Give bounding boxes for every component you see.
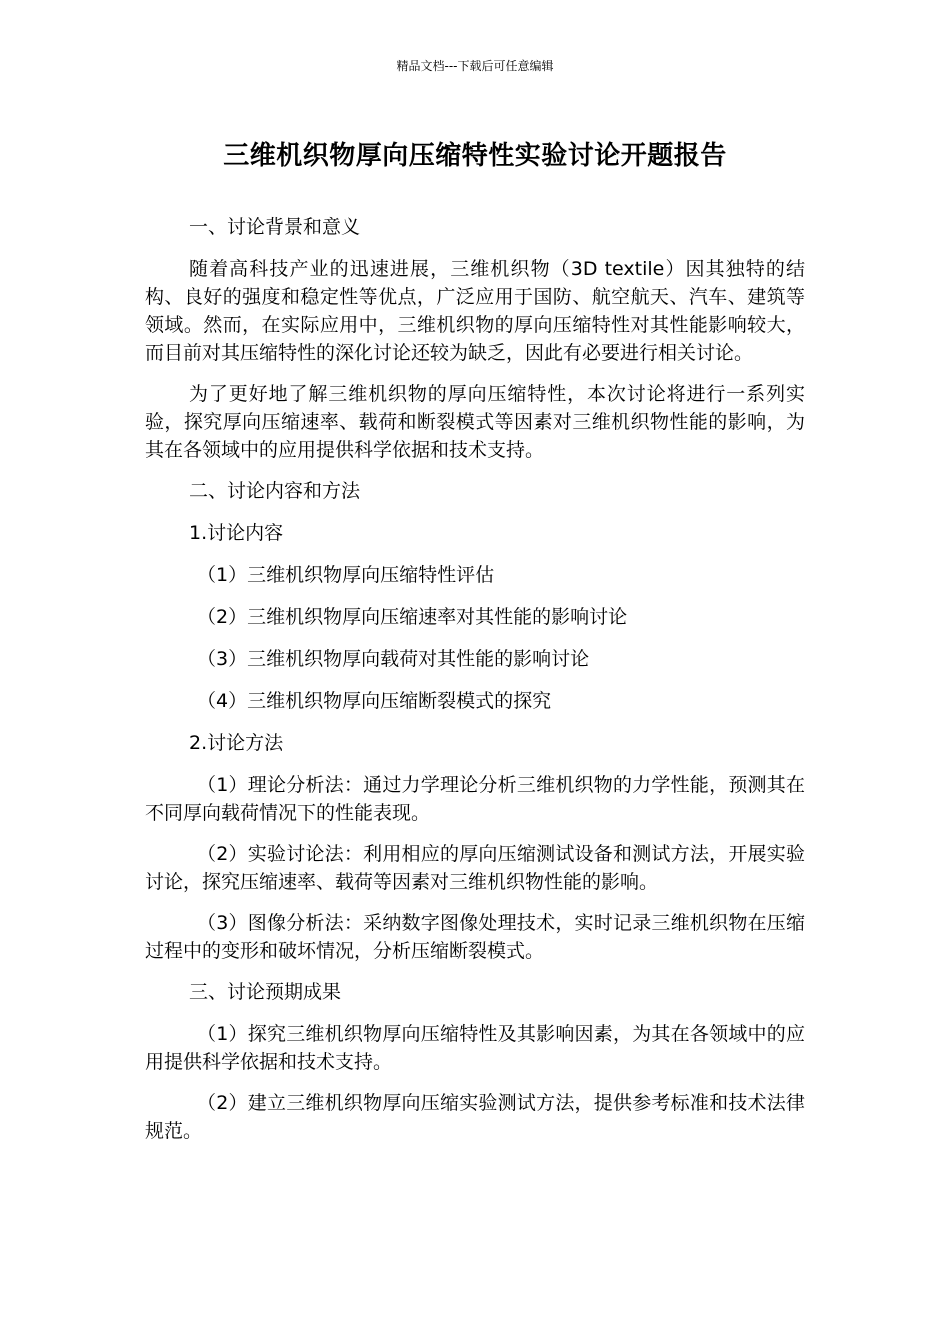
content-list-item: （2）三维机织物厚向压缩速率对其性能的影响讨论: [197, 606, 628, 628]
paragraph-background-2: 为了更好地了解三维机织物的厚向压缩特性，本次讨论将进行一系列实验，探究厚向压缩速率、载荷和断裂模式等因素对三维机织物性能的影响，为其在各领域中的应用提供科学依据和技术支持。: [145, 383, 805, 461]
result-list-item: （2）建立三维机织物厚向压缩实验测试方法，提供参考标准和技术法律规范。: [145, 1092, 805, 1142]
document-body: [145, 213, 805, 1158]
subheading-content: 1.讨论内容: [189, 522, 284, 544]
subheading-methods: 2.讨论方法: [189, 732, 284, 754]
document-title: 三维机织物厚向压缩特性实验讨论开题报告: [223, 141, 727, 171]
result-list-item: （1）探究三维机织物厚向压缩特性及其影响因素，为其在各领域中的应用提供科学依据和技术支持。: [145, 1023, 805, 1073]
content-list-item: （1）三维机织物厚向压缩特性评估: [197, 564, 495, 586]
content-list-item: （4）三维机织物厚向压缩断裂模式的探究: [197, 690, 552, 712]
method-list-item: （3）图像分析法：采纳数字图像处理技术，实时记录三维机织物在压缩过程中的变形和破坏情况，分析压缩断裂模式。: [145, 912, 805, 962]
paragraph-background-1: 随着高科技产业的迅速进展，三维机织物（3D textile）因其独特的结构、良好的强度和稳定性等优点，广泛应用于国防、航空航天、汽车、建筑等领域。然而，在实际应用中，三维机织物的厚向压缩特性对其性能影响较大，而目前对其压缩特性的深化讨论还较为缺乏，因此有必要进行相关讨论。: [145, 258, 805, 364]
page-header: 精品文档---下载后可任意编辑: [396, 59, 554, 73]
method-list-item: （1）理论分析法：通过力学理论分析三维机织物的力学性能，预测其在不同厚向载荷情况下的性能表现。: [145, 774, 805, 824]
section-heading-background: 一、讨论背景和意义: [189, 216, 361, 238]
method-list-item: （2）实验讨论法：利用相应的厚向压缩测试设备和测试方法，开展实验讨论，探究压缩速率、载荷等因素对三维机织物性能的影响。: [145, 843, 805, 893]
section-heading-content-methods: 二、讨论内容和方法: [189, 480, 361, 502]
content-list-item: （3）三维机织物厚向载荷对其性能的影响讨论: [197, 648, 590, 670]
section-heading-expected-results: 三、讨论预期成果: [189, 981, 342, 1003]
